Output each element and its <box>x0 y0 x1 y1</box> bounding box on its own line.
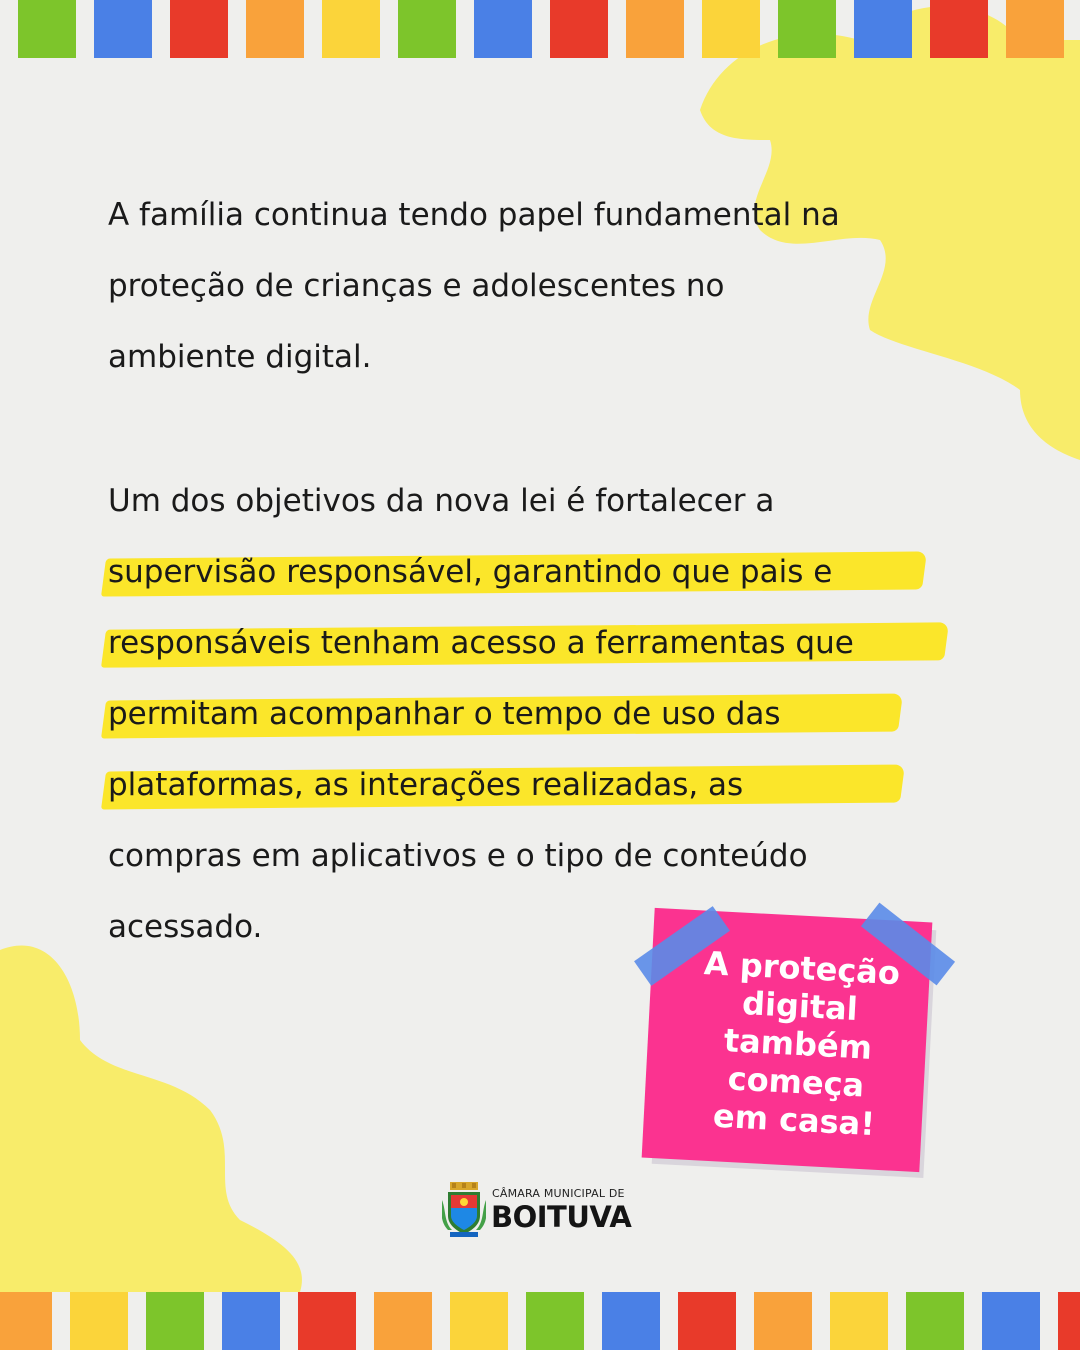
highlighted-line: responsáveis tenham acesso a ferramentas que <box>108 608 968 679</box>
paragraph-2 <box>108 466 968 963</box>
stripe-square <box>374 1292 432 1350</box>
stripe-square <box>754 1292 812 1350</box>
sticky-note-text <box>673 943 923 1145</box>
stripe-square <box>930 0 988 58</box>
stripe-square <box>398 0 456 58</box>
stripe-square <box>94 0 152 58</box>
highlighted-line: supervisão responsável, garantindo que pais e <box>108 537 968 608</box>
sticky-note-line: começa <box>726 1059 866 1105</box>
stripe-square <box>1058 1292 1080 1350</box>
sticky-note-line: em casa! <box>712 1096 876 1144</box>
top-color-stripe <box>0 0 1080 58</box>
paragraph-2-line: acessado. <box>108 909 263 945</box>
sticky-note-line: A proteção <box>703 943 901 993</box>
stripe-square <box>602 1292 660 1350</box>
paragraph-1 <box>108 180 968 393</box>
stripe-square <box>702 0 760 58</box>
stripe-square <box>854 0 912 58</box>
stripe-square <box>450 1292 508 1350</box>
stripe-square <box>298 1292 356 1350</box>
stripe-square <box>626 0 684 58</box>
paragraph-2-line: compras em aplicativos e o tipo de conteúdo <box>108 838 808 874</box>
paragraph-2-line: Um dos objetivos da nova lei é fortalecer a <box>108 483 775 519</box>
logo-subtitle: CÂMARA MUNICIPAL DE <box>492 1187 625 1200</box>
sticky-note-line: digital <box>741 984 859 1029</box>
camara-boituva-logo <box>442 1182 642 1242</box>
stripe-square <box>906 1292 964 1350</box>
paragraph-1-line: A família continua tendo papel fundamental na <box>108 197 840 233</box>
stripe-square <box>474 0 532 58</box>
stripe-square <box>0 1292 52 1350</box>
city-crest-icon <box>442 1182 486 1238</box>
stripe-square <box>170 0 228 58</box>
stripe-square <box>526 1292 584 1350</box>
bottom-left-blob <box>0 946 302 1292</box>
stripe-square <box>830 1292 888 1350</box>
bottom-color-stripe <box>0 1292 1080 1350</box>
stripe-square <box>70 1292 128 1350</box>
stripe-square <box>1006 0 1064 58</box>
highlighted-line: plataformas, as interações realizadas, as <box>108 750 968 821</box>
sticky-note-line: também <box>723 1021 873 1067</box>
stripe-square <box>222 1292 280 1350</box>
stripe-square <box>18 0 76 58</box>
paragraph-1-line: ambiente digital. <box>108 339 372 375</box>
stripe-square <box>678 1292 736 1350</box>
highlighted-line: permitam acompanhar o tempo de uso das <box>108 679 968 750</box>
stripe-square <box>778 0 836 58</box>
stripe-square <box>146 1292 204 1350</box>
stripe-square <box>246 0 304 58</box>
stripe-square <box>322 0 380 58</box>
paragraph-1-line: proteção de crianças e adolescentes no <box>108 268 725 304</box>
stripe-square <box>550 0 608 58</box>
stripe-square <box>982 1292 1040 1350</box>
sticky-note <box>648 915 948 1185</box>
logo-title: BOITUVA <box>491 1200 632 1234</box>
